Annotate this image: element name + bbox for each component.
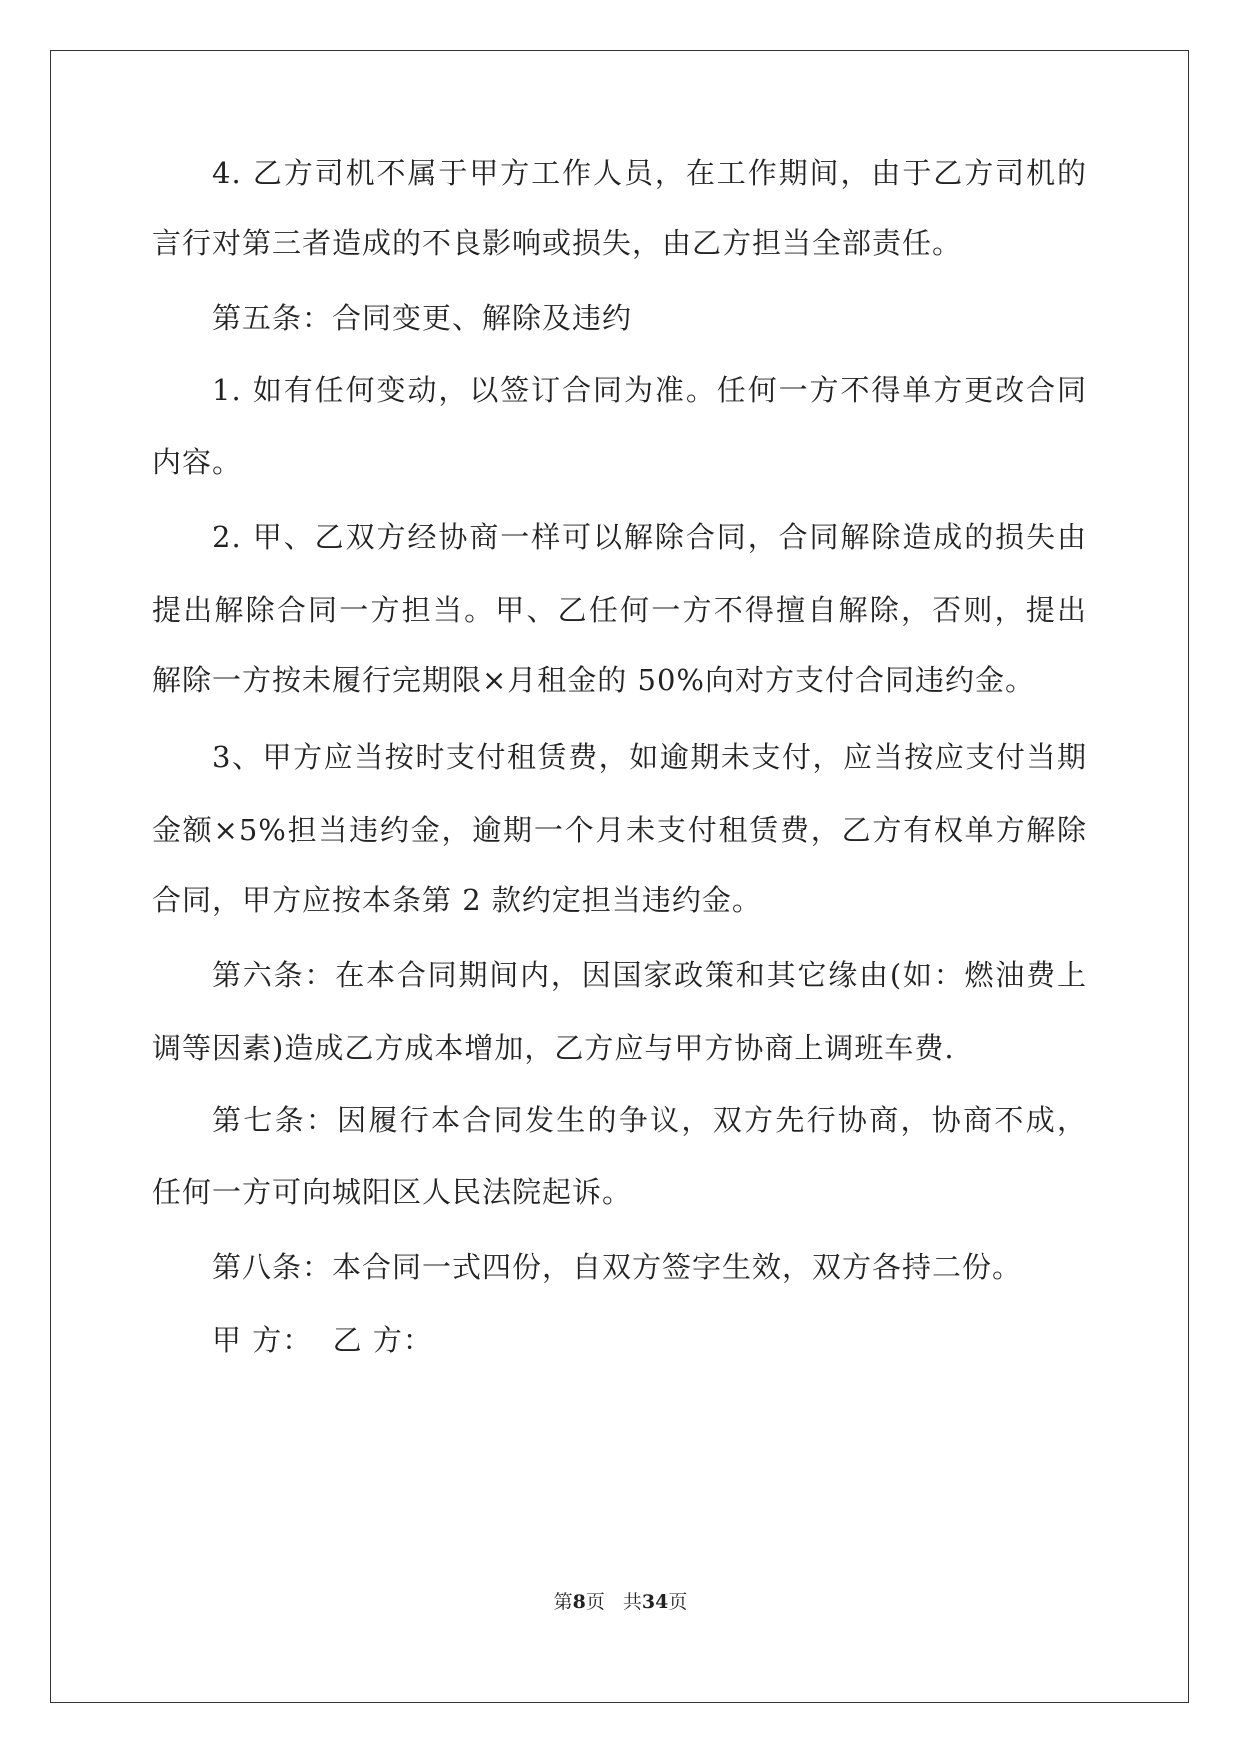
article-8-line-1: 第八条：本合同一式四份，自双方签字生效，双方各持二份。	[212, 1250, 1023, 1284]
article-5-heading: 第五条：合同变更、解除及违约	[212, 301, 633, 335]
paragraph-1-line-1: 1. 如有任何变动，以签订合同为准。任何一方不得单方更改合同	[212, 373, 1087, 407]
article-6-line-1: 第六条：在本合同期间内，因国家政策和其它缘由(如：燃油费上	[212, 958, 1087, 992]
paragraph-2-line-1: 2. 甲、乙双方经协商一样可以解除合同，合同解除造成的损失由	[212, 520, 1087, 554]
paragraph-3-line-1: 3、甲方应当按时支付租赁费，如逾期未支付，应当按应支付当期	[212, 740, 1087, 774]
page-label-prefix: 第	[553, 1591, 573, 1613]
paragraph-4-line-1: 4. 乙方司机不属于甲方工作人员，在工作期间，由于乙方司机的	[212, 156, 1087, 190]
article-7-line-1: 第七条：因履行本合同发生的争议，双方先行协商，协商不成，	[212, 1103, 1087, 1137]
paragraph-3-line-3: 合同，甲方应按本条第 2 款约定担当违约金。	[152, 883, 762, 917]
total-pages: 34	[641, 1591, 669, 1613]
page-number: 8	[572, 1591, 586, 1613]
paragraph-2-line-3: 解除一方按未履行完期限×月租金的 50%向对方支付合同违约金。	[152, 663, 1035, 697]
paragraph-4-line-2: 言行对第三者造成的不良影响或损失，由乙方担当全部责任。	[152, 226, 963, 260]
paragraph-1-line-2: 内容。	[152, 445, 243, 479]
paragraph-2-line-2: 提出解除合同一方担当。甲、乙任何一方不得擅自解除，否则，提出	[152, 593, 1087, 627]
total-label-suffix: 页	[668, 1591, 688, 1613]
page-footer	[0, 1590, 1241, 1614]
paragraph-3-line-2: 金额×5%担当违约金，逾期一个月未支付租赁费，乙方有权单方解除	[152, 813, 1087, 847]
signature-parties: 甲 方： 乙 方：	[212, 1323, 433, 1357]
total-label-prefix: 共	[622, 1591, 642, 1613]
page-label-suffix: 页	[585, 1591, 605, 1613]
article-6-line-2: 调等因素)造成乙方成本增加，乙方应与甲方协商上调班车费.	[152, 1031, 955, 1065]
article-7-line-2: 任何一方可向城阳区人民法院起诉。	[152, 1175, 633, 1209]
